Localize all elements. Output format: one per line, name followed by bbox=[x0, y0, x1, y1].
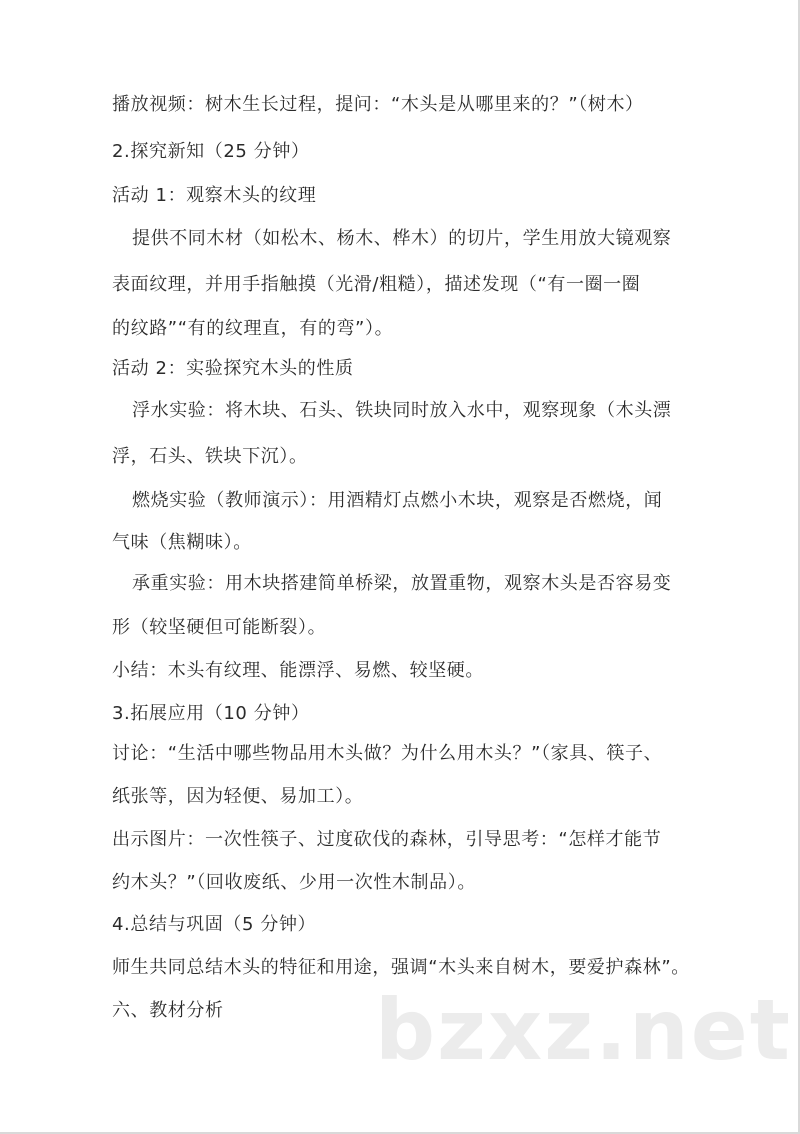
paragraph-video-question: 播放视频：树木生长过程，提问：“木头是从哪里来的？”（树木） bbox=[112, 94, 644, 115]
paragraph-show-images-line-1: 出示图片：一次性筷子、过度砍伐的森林，引导思考：“怎样才能节 bbox=[112, 829, 662, 850]
paragraph-float-experiment-line-2: 浮，石头、铁块下沉）。 bbox=[112, 446, 308, 467]
section-heading-explore: 2.探究新知（25 分钟） bbox=[112, 141, 310, 162]
paragraph-discussion-line-2: 纸张等，因为轻便、易加工）。 bbox=[112, 786, 364, 807]
paragraph-activity-1-line-2: 表面纹理，并用手指触摸（光滑/粗糙），描述发现（“有一圈一圈 bbox=[112, 274, 641, 295]
paragraph-show-images-line-2: 约木头？”（回收废纸、少用一次性木制品）。 bbox=[112, 872, 476, 893]
section-heading-extend: 3.拓展应用（10 分钟） bbox=[112, 703, 310, 724]
paragraph-activity-1-line-1: 提供不同木材（如松木、杨木、桦木）的切片，学生用放大镜观察 bbox=[132, 228, 672, 249]
section-heading-textbook-analysis: 六、教材分析 bbox=[112, 1000, 224, 1021]
section-heading-conclusion: 4.总结与巩固（5 分钟） bbox=[112, 914, 317, 935]
activity-2-heading: 活动 2：实验探究木头的性质 bbox=[112, 358, 354, 379]
paragraph-float-experiment-line-1: 浮水实验：将木块、石头、铁块同时放入水中，观察现象（木头漂 bbox=[132, 400, 672, 421]
paragraph-discussion-line-1: 讨论：“生活中哪些物品用木头做？为什么用木头？”（家具、筷子、 bbox=[112, 743, 663, 764]
activity-1-heading: 活动 1：观察木头的纹理 bbox=[112, 185, 317, 206]
paragraph-load-experiment-line-1: 承重实验：用木块搭建简单桥梁，放置重物，观察木头是否容易变 bbox=[132, 573, 672, 594]
paragraph-burn-experiment-line-1: 燃烧实验（教师演示）：用酒精灯点燃小木块，观察是否燃烧，闻 bbox=[132, 490, 663, 511]
paragraph-load-experiment-line-2: 形（较坚硬但可能断裂）。 bbox=[112, 617, 327, 638]
paragraph-activity-1-line-3: 的纹路”“有的纹理直，有的弯”）。 bbox=[112, 318, 394, 339]
paragraph-burn-experiment-line-2: 气味（焦糊味）。 bbox=[112, 532, 252, 553]
paragraph-summary: 小结：木头有纹理、能漂浮、易燃、较坚硬。 bbox=[112, 660, 484, 681]
watermark-text: bzxz.net bbox=[375, 981, 792, 1079]
paragraph-conclusion: 师生共同总结木头的特征和用途，强调“木头来自树木，要爱护森林”。 bbox=[112, 957, 690, 978]
